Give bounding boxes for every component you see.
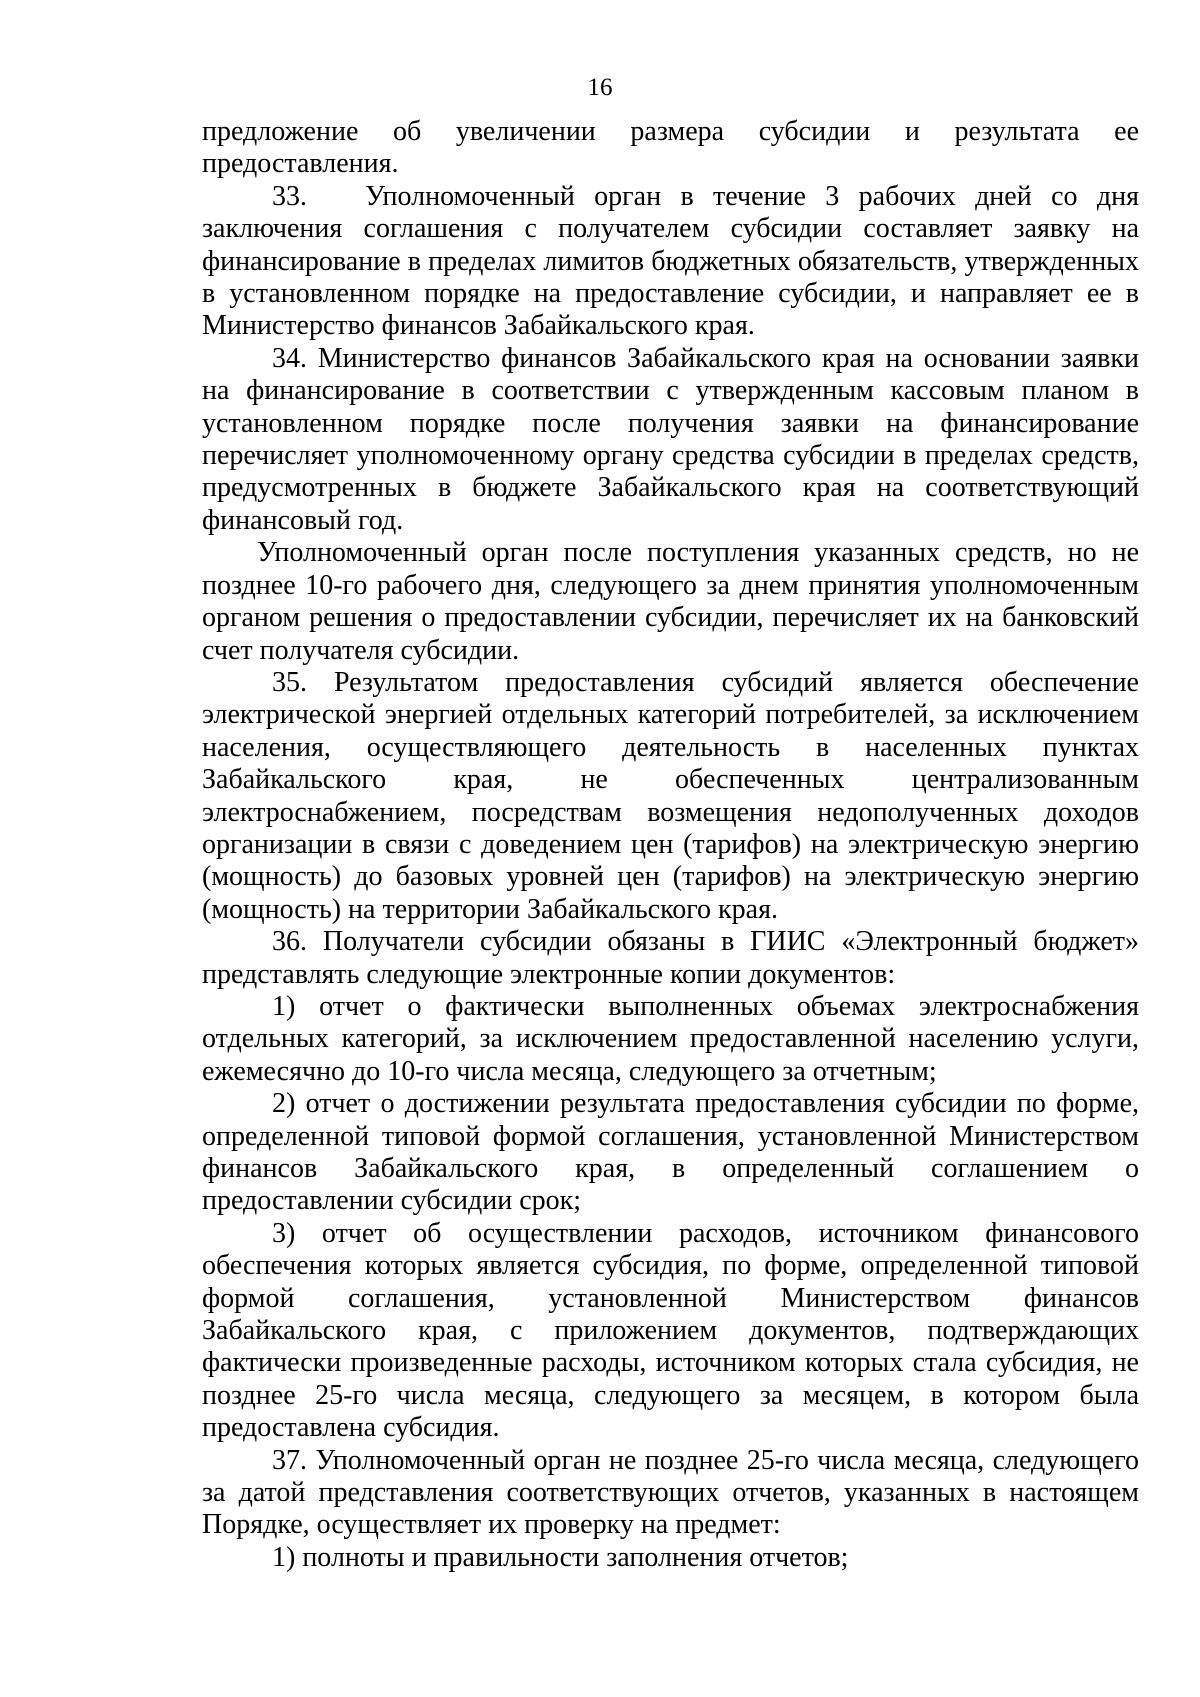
paragraph-item-36-1: 1) отчет о фактически выполненных объемах электроснабжения отдельных категорий, за исключением предоставленной населению услуги, ежемесячно до 10-го числа месяца, следующего за отчетным; — [202, 990, 1139, 1087]
paragraph-item-37: 37. Уполномоченный орган не позднее 25-го числа месяца, следующего за датой представления соответствующих отчетов, указанных в настоящем Порядке, осуществляет их проверку на предмет: — [202, 1444, 1139, 1541]
page-number: 16 — [587, 74, 613, 101]
paragraph-item-36-2: 2) отчет о достижении результата предоставления субсидии по форме, определенной типовой формой соглашения, установленной Министерством финансов Забайкальского края, в определенный соглашением о предоставлении субсидии срок; — [202, 1088, 1139, 1217]
paragraph-item-37-1: 1) полноты и правильности заполнения отчетов; — [272, 1541, 849, 1573]
paragraph-item-33: 33. Уполномоченный орган в течение 3 рабочих дней со дня заключения соглашения с получателем субсидии составляет заявку на финансирование в пределах лимитов бюджетных обязательств, утвержденных в установленном порядке на предоставление субсидии, и направляет ее в Министерство финансов Забайкальского края. — [202, 180, 1139, 342]
paragraph-item-36: 36. Получатели субсидии обязаны в ГИИС «Электронный бюджет» представлять следующие электронные копии документов: — [202, 926, 1139, 990]
document-body — [202, 116, 1139, 1574]
paragraph-item-35: 35. Результатом предоставления субсидий является обеспечение электрической энергией отдельных категорий потребителей, за исключением населения, осуществляющего деятельность в населенных пунктах Забайкальского края, не обеспеченных централизованным электроснабжением, посредствам возмещения недополученных доходов организации в связи с доведением цен (тарифов) на электрическую энергию (мощность) до базовых уровней цен (тарифов) на электрическую энергию (мощность) на территории Забайкальского края. — [202, 666, 1139, 925]
paragraph-continuation: предложение об увеличении размера субсидии и результата ее предоставления. — [202, 116, 1139, 180]
paragraph-item-36-3: 3) отчет об осуществлении расходов, источником финансового обеспечения которых является субсидия, по форме, определенной типовой формой соглашения, установленной Министерством финансов Забайкальского края, с приложением документов, подтверждающих фактически произведенные расходы, источником которых стала субсидия, не позднее 25-го числа месяца, следующего за месяцем, в котором была предоставлена субсидия. — [202, 1217, 1139, 1444]
paragraph-item-34-continued: Уполномоченный орган после поступления указанных средств, но не позднее 10-го рабочего дня, следующего за днем принятия уполномоченным органом решения о предоставлении субсидии, перечисляет их на банковский счет получателя субсидии. — [202, 537, 1139, 666]
paragraph-item-34: 34. Министерство финансов Забайкальского края на основании заявки на финансирование в соответствии с утвержденным кассовым планом в установленном порядке после получения заявки на финансирование перечисляет уполномоченному органу средства субсидии в пределах средств, предусмотренных в бюджете Забайкальского края на соответствующий финансовый год. — [202, 342, 1139, 536]
